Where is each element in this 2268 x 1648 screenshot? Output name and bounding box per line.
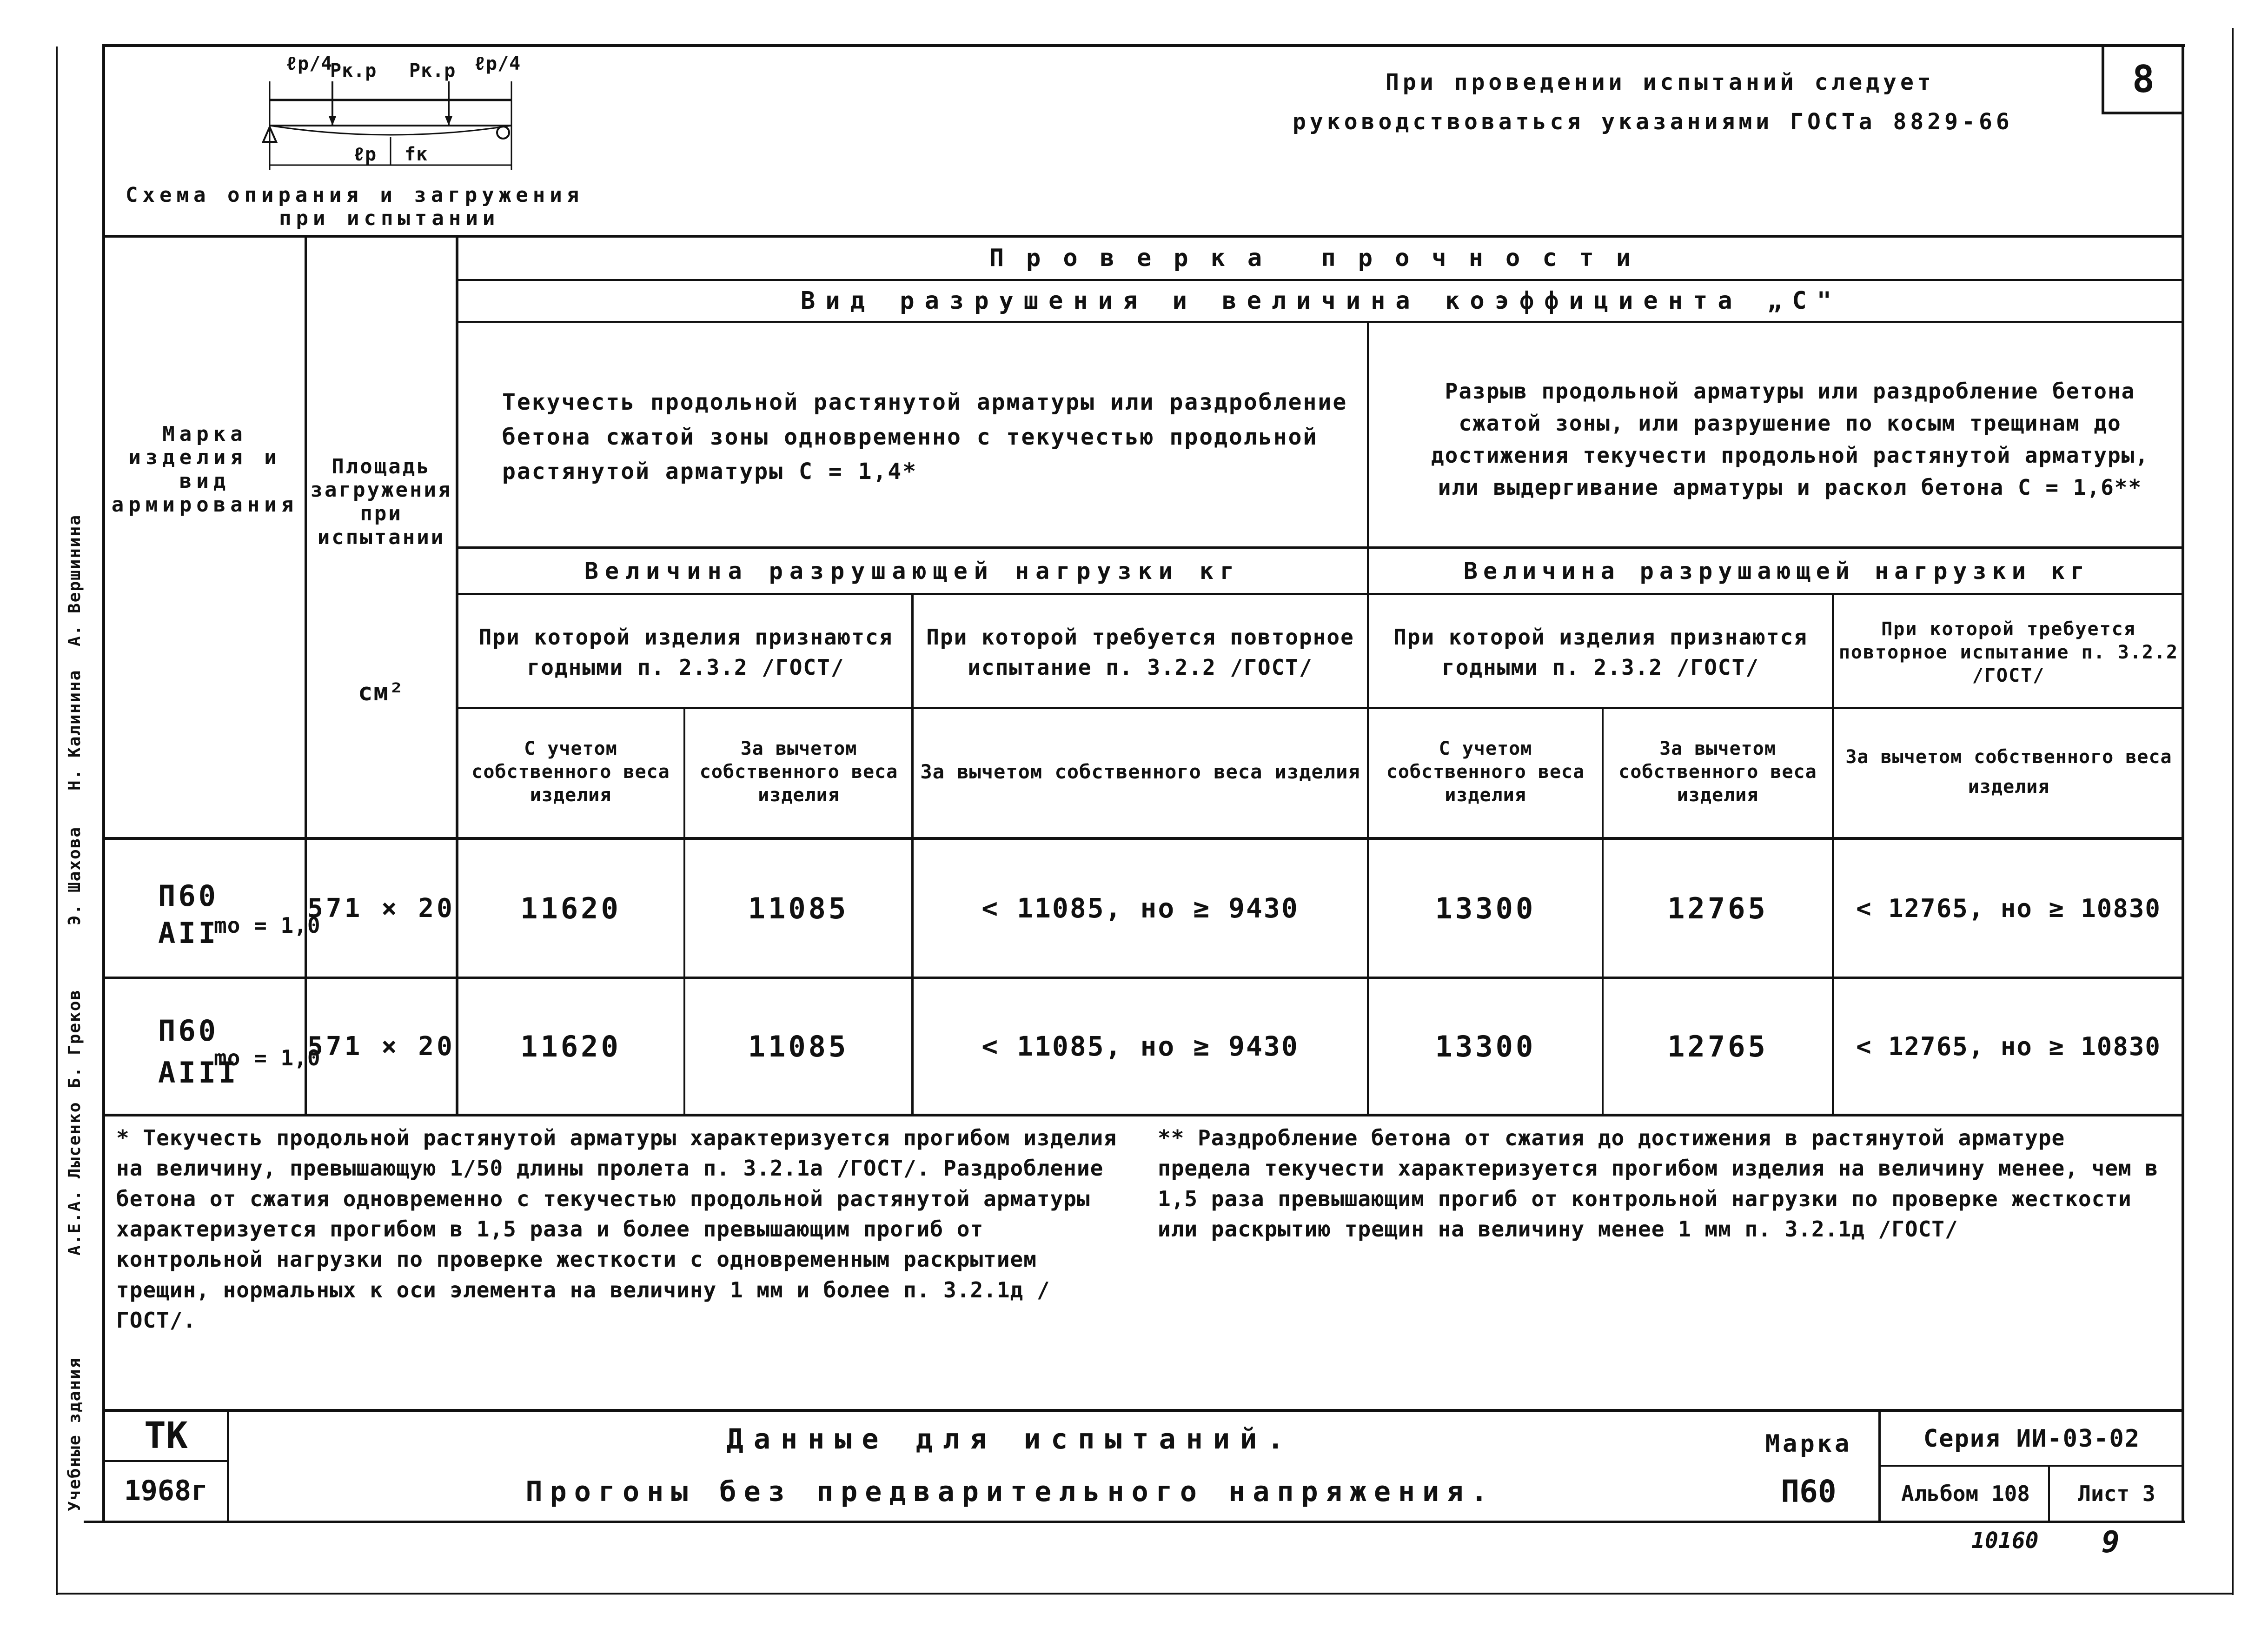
row1-v5: 12765 [1667,891,1768,925]
stamp-marka-value: П60 [1781,1474,1837,1509]
h-without-weight-left: За вычетом собственного веса изделия [699,738,898,806]
h-without-weight-retest-right: За вычетом собственного веса изделия [1845,746,2172,797]
loading-scheme [260,49,521,188]
page-right-line [2232,28,2234,1595]
sheet-number: 8 [2132,57,2155,101]
row1-v4: 13300 [1435,891,1536,925]
row2-v6: < 12765, но ≥ 10830 [1856,1031,2161,1061]
side-label-4: Б. Греков [65,989,84,1088]
stamp-sheet: Лист 3 [2078,1481,2155,1506]
side-label-5: А.Е.А. Лысенко [65,1101,84,1256]
label-lp: ℓр [353,144,377,165]
stamp-title-line1: Данные для испытаний. [726,1423,1294,1455]
frame-top [102,44,2185,47]
label-fk: fк [405,144,428,165]
sheet-number-box [2102,47,2182,114]
label-pkr-right: Pк.р [409,60,456,81]
right-group-description: Разрыв продольной арматуры или раздробление бетона сжатой зоны, или разрушение по косым трещинам до достижения текучести продольной растянутой арматуры, или выдергивание арматуры и раскол бетона С = 1,6** [1431,379,2149,500]
h-with-weight-right: С учетом собственного веса изделия [1386,738,1585,806]
h-without-weight-retest-left: За вычетом собственного веса изделия [920,760,1360,784]
stamp-org: ТК [144,1415,188,1457]
side-label-6: Учебные здания [65,1357,84,1511]
frame-bottom [84,1521,2185,1523]
row1-v2: 11085 [748,891,849,925]
header-failure-type: Вид разрушения и величина коэффициента „С" [801,287,1842,315]
row1-v6: < 12765, но ≥ 10830 [1856,893,2161,923]
label-lp4-right: ℓр/4 [474,53,521,74]
page-left-line [56,47,58,1595]
page-bottom-line [56,1593,2232,1595]
row2-mo: mо = 1,0 [214,1045,321,1070]
sub-accept-left: При которой изделия признаются годными п. 2.3.2 /ГОСТ/ [478,625,893,680]
stamp-title-line2: Прогоны без предварительного напряжения. [525,1475,1495,1508]
stamp-marka-label: Марка [1765,1430,1852,1458]
page-number: 9 [2102,1525,2120,1560]
side-label-2: Н. Калинина [65,669,84,791]
footnote-left: * Текучесть продольной растянутой арматуры характеризуется прогибом изделия на величину, превышающую 1/50 длины пролета п. 3.2.1а /ГОСТ/. Раздробление бетона от сжатия одновременно с текучестью продольной растянутой арматуры характеризуется прогибом в 1,5 раза и более превышающим прогиб от контрольной нагрузки по проверке жесткости с одновременным раскрытием трещин, нормальных к оси элемента на величину 1 мм и более п. 3.2.1д /ГОСТ/. [116,1125,1117,1333]
stamp-series: Серия ИИ-03-02 [1923,1425,2141,1453]
row2-mark: П60 [158,1014,219,1048]
top-note-line2: руководствоваться указаниями ГОСТа 8829-66 [1293,109,2013,135]
stamp-year: 1968г [124,1475,208,1507]
footnote-right: ** Раздробление бетона от сжатия до достижения в растянутой арматуре предела текучести характеризуется прогибом изделия на величину менее, чем в 1,5 раза превышающим прогиб от контрольной нагрузки по проверке жесткости или раскрытию трещин на величину менее 1 мм п. 3.2.1д /ГОСТ/ [1158,1125,2159,1242]
stamp-code: 10160 [1971,1528,2039,1554]
row1-mark: П60 [158,879,219,913]
row2-v5: 12765 [1667,1029,1768,1063]
col-area-unit: см² [358,678,405,707]
row1-mo: mо = 1,0 [214,913,321,938]
left-load-header: Величина разрушающей нагрузки кг [584,557,1241,585]
scheme-caption-line1: Схема опирания и загружения [126,183,584,207]
sub-retest-right: При которой требуется повторное испытание п. 3.2.2 /ГОСТ/ [1838,618,2179,686]
label-pkr-left: Pк.р [330,60,377,81]
frame-left [102,44,105,1523]
scheme-caption-line2: при испытании [279,206,500,230]
h-without-weight-right: За вычетом собственного веса изделия [1618,738,1817,806]
row2-arm: АIII [158,1056,239,1090]
sub-accept-right: При которой изделия признаются годными п. 2.3.2 /ГОСТ/ [1393,625,1808,680]
left-group-description: Текучесть продольной растянутой арматуры или раздробление бетона сжатой зоны одновременно с текучестью продольной растянутой арматуры С = 1,4* [502,389,1348,485]
stamp-album: Альбом 108 [1901,1481,2030,1506]
col-area-header: Площадь загружения при испытании [310,454,452,549]
h-with-weight-left: С учетом собственного веса изделия [471,738,670,806]
header-strength-check: Проверка прочности [989,244,1653,272]
label-lp4-left: ℓр/4 [286,53,333,74]
row1-v3: < 11085, но ≥ 9430 [981,892,1299,924]
side-label-3: Э. Шахова [65,826,84,925]
top-note-line1: При проведении испытаний следует [1386,69,1935,95]
row1-v1: 11620 [520,891,621,925]
row2-v4: 13300 [1435,1029,1536,1063]
row1-area: 571 × 20 [307,893,455,924]
row2-v2: 11085 [748,1029,849,1063]
row2-v1: 11620 [520,1029,621,1063]
row2-area: 571 × 20 [307,1031,455,1062]
sub-retest-left: При которой требуется повторное испытание п. 3.2.2 /ГОСТ/ [926,625,1354,680]
right-load-header: Величина разрушающей нагрузки кг [1463,557,2090,585]
row1-arm: АII [158,916,219,950]
col-mark-header: Марка изделия и вид армирования [111,422,298,517]
row2-v3: < 11085, но ≥ 9430 [981,1030,1299,1062]
side-label-1: А. Вершинина [65,514,84,646]
